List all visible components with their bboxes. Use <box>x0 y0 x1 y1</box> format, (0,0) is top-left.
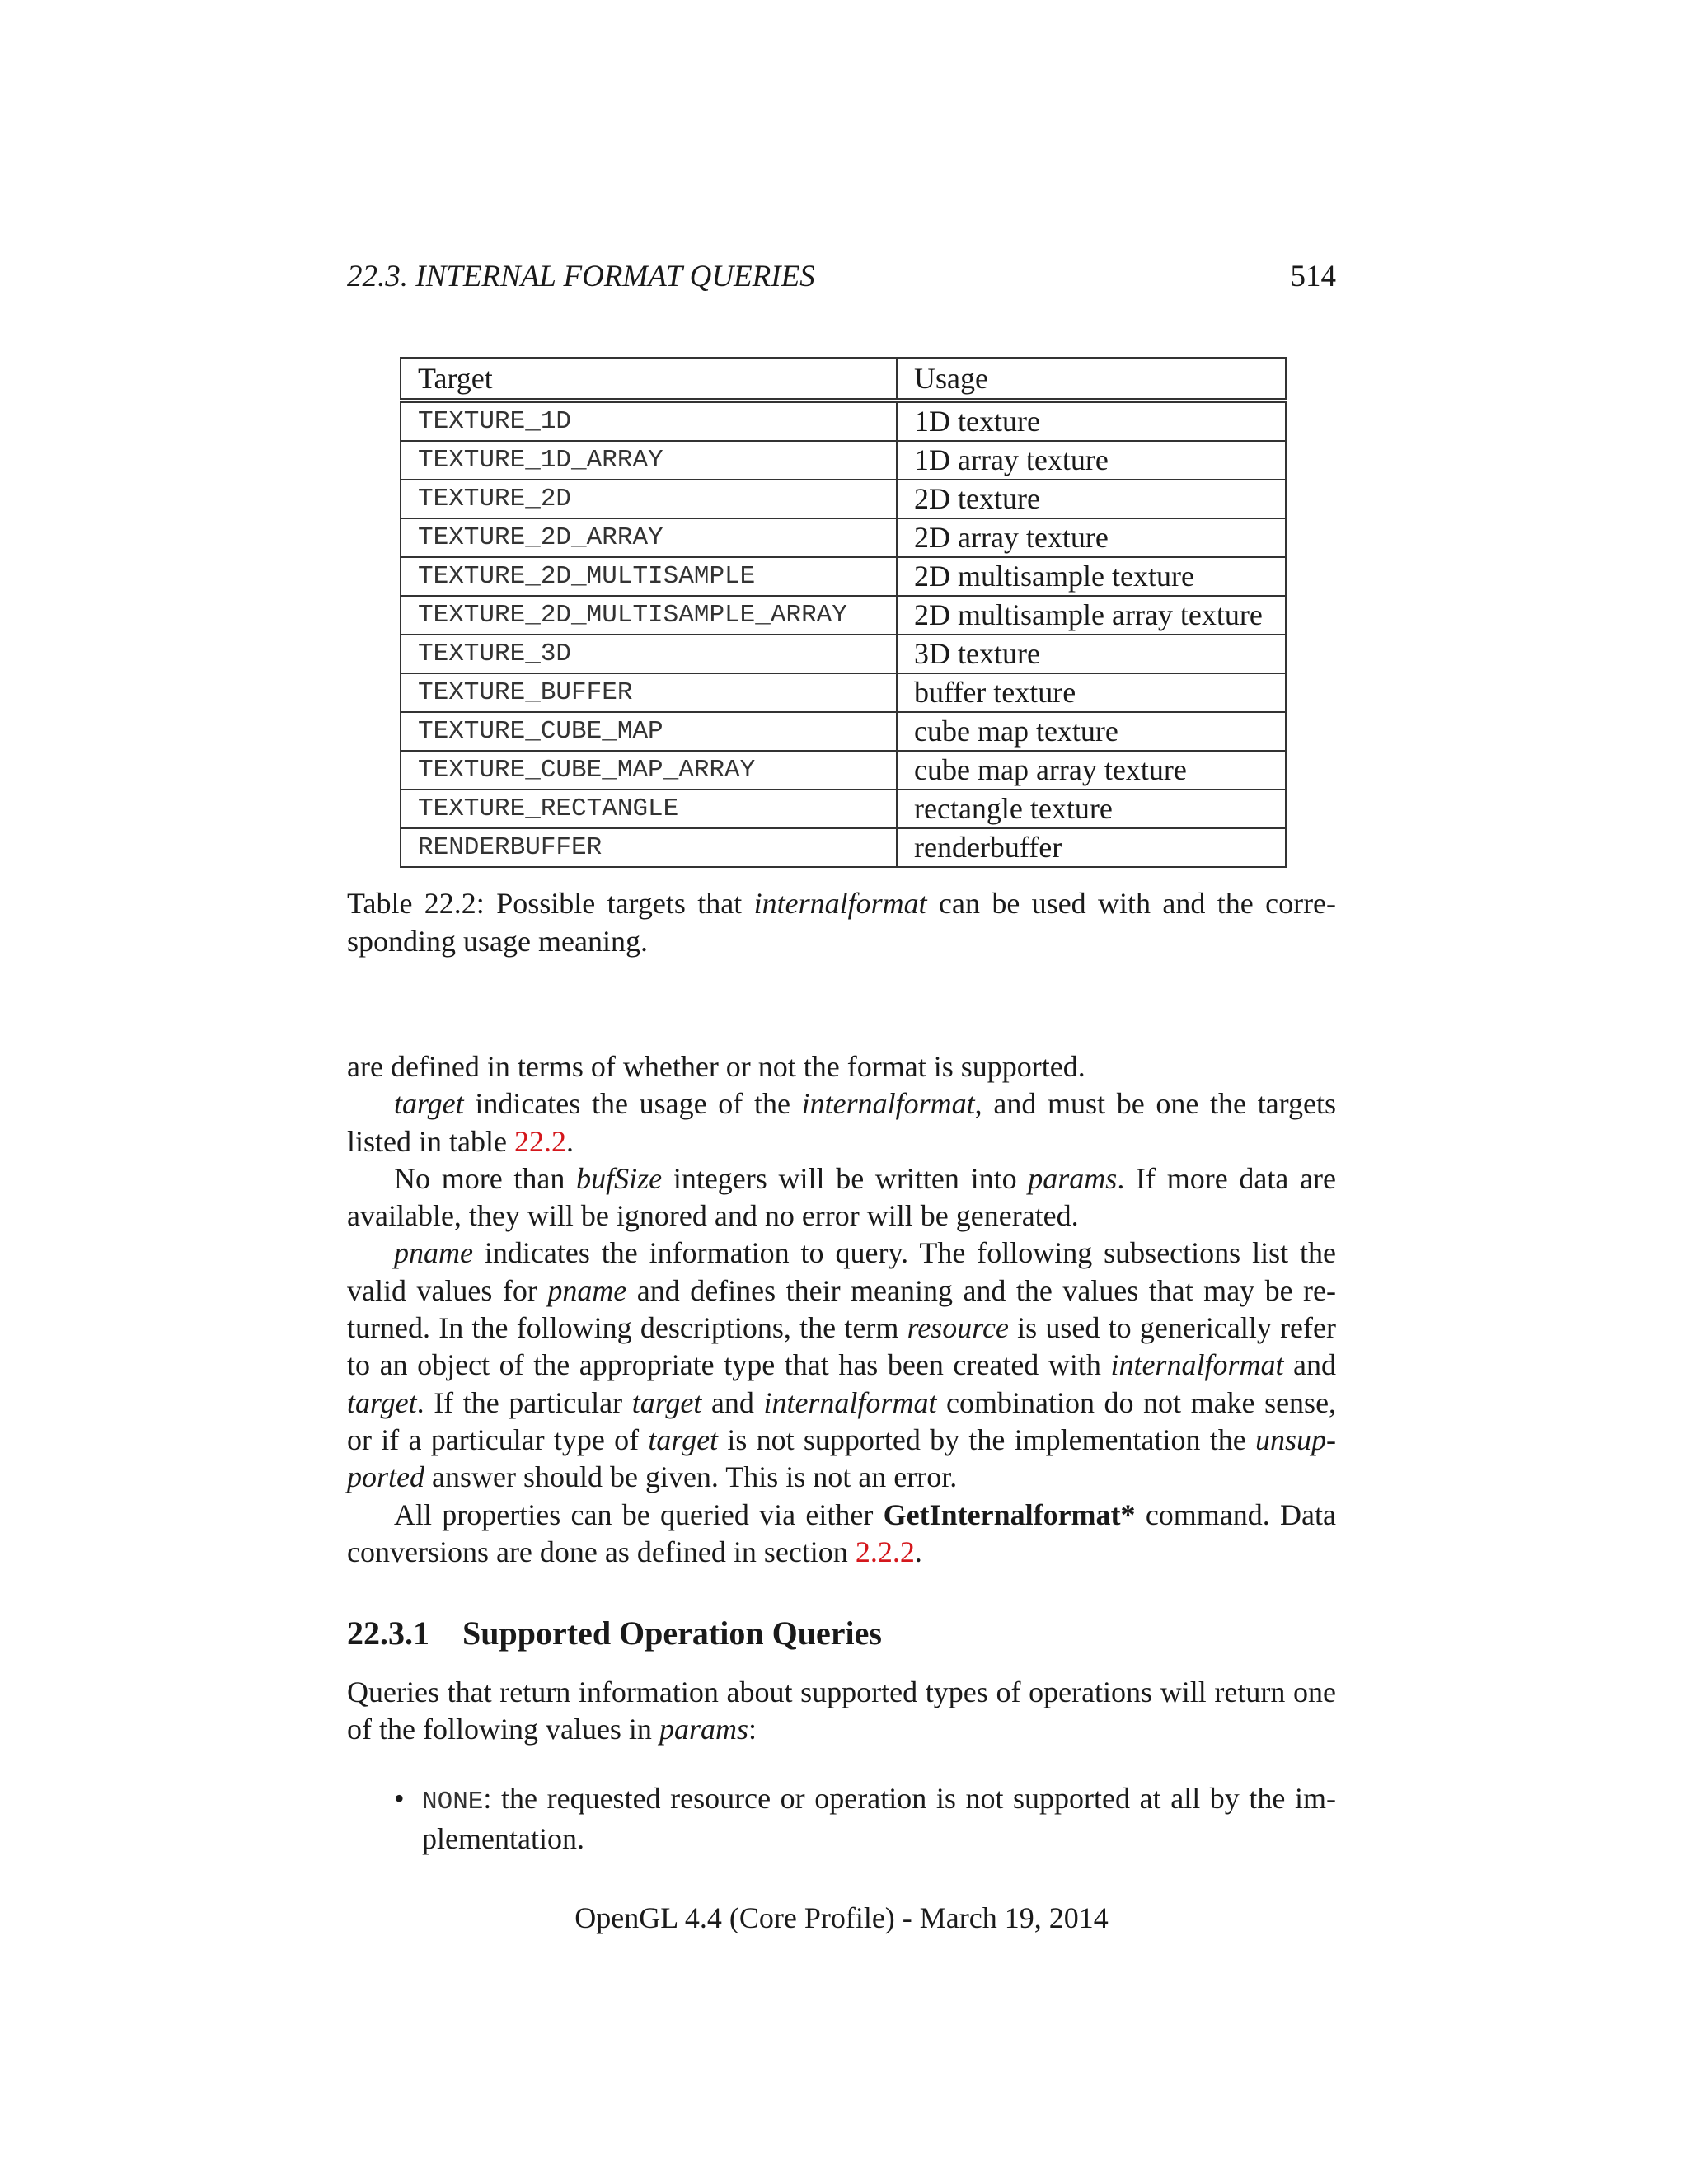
text: and defines their meaning and the values that may be re- turned. In the following descriptions, the term <box>347 1273 1337 1345</box>
text: combination do not make sense, or if a particular type of <box>347 1385 1337 1456</box>
text: is used to generically refer to an object of the appropriate type that has been created with <box>347 1311 1336 1382</box>
values-list <box>394 1780 1336 1858</box>
usage-cell: 1D texture <box>897 401 1286 441</box>
target-cell: TEXTURE_3D <box>401 635 897 673</box>
text: and <box>1293 1348 1337 1382</box>
target-cell: TEXTURE_2D_ARRAY <box>401 518 897 557</box>
table-header-row <box>401 358 1286 401</box>
term: pname <box>394 1236 473 1270</box>
term: resource <box>907 1311 1009 1345</box>
text: indicates the information to query. The following subsections list the valid values for <box>347 1236 1336 1307</box>
running-header-title: 22.3. INTERNAL FORMAT QUERIES <box>347 260 815 293</box>
text: . <box>914 1535 922 1568</box>
target-cell: TEXTURE_2D_MULTISAMPLE_ARRAY <box>401 596 897 635</box>
table-row <box>401 596 1286 635</box>
term: pname <box>547 1273 627 1307</box>
term: unsup- ported <box>347 1422 1337 1494</box>
section-intro <box>347 1674 1336 1749</box>
paragraph-1: are defined in terms of whether or not the format is supported. <box>347 1050 1085 1083</box>
table-row <box>401 673 1286 712</box>
text: is not supported by the implementation the <box>727 1422 1246 1456</box>
body-text <box>347 1048 1336 1571</box>
term: params <box>1028 1161 1118 1195</box>
paragraph-5 <box>347 1497 1336 1572</box>
text: command. Data conversions are done as defined in section <box>347 1497 1336 1568</box>
usage-cell: 3D texture <box>897 635 1286 673</box>
text: . If the particular <box>416 1385 623 1419</box>
term: target <box>631 1385 702 1419</box>
page-number: 514 <box>1290 260 1336 293</box>
usage-cell: renderbuffer <box>897 828 1286 867</box>
target-cell: RENDERBUFFER <box>401 828 897 867</box>
section-reference-link[interactable]: 2.2.2 <box>855 1535 915 1568</box>
term: target <box>648 1422 719 1456</box>
table-row <box>401 557 1286 596</box>
text: No more than <box>394 1161 565 1195</box>
target-cell: TEXTURE_RECTANGLE <box>401 790 897 828</box>
table-row <box>401 828 1286 867</box>
value-description: : the requested resource or operation is not supported at all by the im- plementation. <box>422 1782 1336 1856</box>
term: bufSize <box>576 1161 663 1195</box>
term: internalformat <box>1110 1348 1284 1382</box>
table-row <box>401 441 1286 480</box>
usage-cell: cube map array texture <box>897 751 1286 790</box>
table-row <box>401 790 1286 828</box>
caption-label: Table 22.2: <box>347 887 485 920</box>
table-row <box>401 401 1286 441</box>
target-cell: TEXTURE_1D <box>401 401 897 441</box>
target-cell: TEXTURE_CUBE_MAP_ARRAY <box>401 751 897 790</box>
caption-text-end: can be used with and the corre- sponding usage meaning. <box>347 887 1337 958</box>
text: . <box>565 1124 574 1158</box>
paragraph-3 <box>347 1160 1336 1235</box>
text: Queries that return information about supported types of operations will return one of the following values in <box>347 1675 1336 1746</box>
term: target <box>394 1087 464 1121</box>
usage-cell: buffer texture <box>897 673 1286 712</box>
usage-cell: 2D multisample texture <box>897 557 1286 596</box>
usage-cell: cube map texture <box>897 712 1286 751</box>
table-reference-link[interactable]: 22.2 <box>513 1124 566 1158</box>
targets-table <box>400 357 1287 868</box>
list-item <box>394 1780 1336 1858</box>
section-number: 22.3.1 <box>347 1615 429 1652</box>
target-cell: TEXTURE_2D <box>401 480 897 518</box>
table-row <box>401 518 1286 557</box>
section-title: Supported Operation Queries <box>462 1615 882 1652</box>
text: : <box>748 1713 757 1746</box>
term: target <box>347 1385 417 1419</box>
target-cell: TEXTURE_CUBE_MAP <box>401 712 897 751</box>
usage-cell: 1D array texture <box>897 441 1286 480</box>
section-heading <box>347 1614 1336 1653</box>
usage-cell: 2D array texture <box>897 518 1286 557</box>
usage-cell: rectangle texture <box>897 790 1286 828</box>
target-cell: TEXTURE_2D_MULTISAMPLE <box>401 557 897 596</box>
paragraph-4 <box>347 1235 1336 1496</box>
target-cell: TEXTURE_BUFFER <box>401 673 897 712</box>
text: All properties can be queried via either <box>394 1497 874 1531</box>
target-cell: TEXTURE_1D_ARRAY <box>401 441 897 480</box>
text: answer should be given. This is not an error. <box>432 1460 958 1494</box>
column-header-usage: Usage <box>897 358 1286 401</box>
paragraph-2 <box>347 1085 1336 1160</box>
text: indicates the usage of the <box>475 1087 790 1121</box>
text: integers will be written into <box>673 1161 1017 1195</box>
command-name: GetInternalformat* <box>883 1497 1136 1531</box>
table-body <box>401 401 1286 867</box>
page-footer: OpenGL 4.4 (Core Profile) - March 19, 2014 <box>574 1901 1109 1934</box>
column-header-target: Target <box>401 358 897 401</box>
table-caption <box>347 884 1336 960</box>
table-row <box>401 480 1286 518</box>
text: . If more data are available, they will be ignored and no error will be generated. <box>347 1161 1337 1233</box>
term: internalformat <box>763 1385 937 1419</box>
usage-cell: 2D multisample array texture <box>897 596 1286 635</box>
text: , and must be one the targets listed in table <box>347 1087 1336 1158</box>
usage-cell: 2D texture <box>897 480 1286 518</box>
caption-text: Possible targets that <box>496 887 743 920</box>
term: internalformat <box>801 1087 975 1121</box>
value-code: NONE <box>422 1788 484 1816</box>
term: params <box>659 1713 748 1746</box>
caption-term: internalformat <box>753 887 927 920</box>
table-row <box>401 712 1286 751</box>
bullet-icon: • <box>394 1782 405 1815</box>
table-row <box>401 635 1286 673</box>
text: and <box>710 1385 754 1419</box>
table-row <box>401 751 1286 790</box>
